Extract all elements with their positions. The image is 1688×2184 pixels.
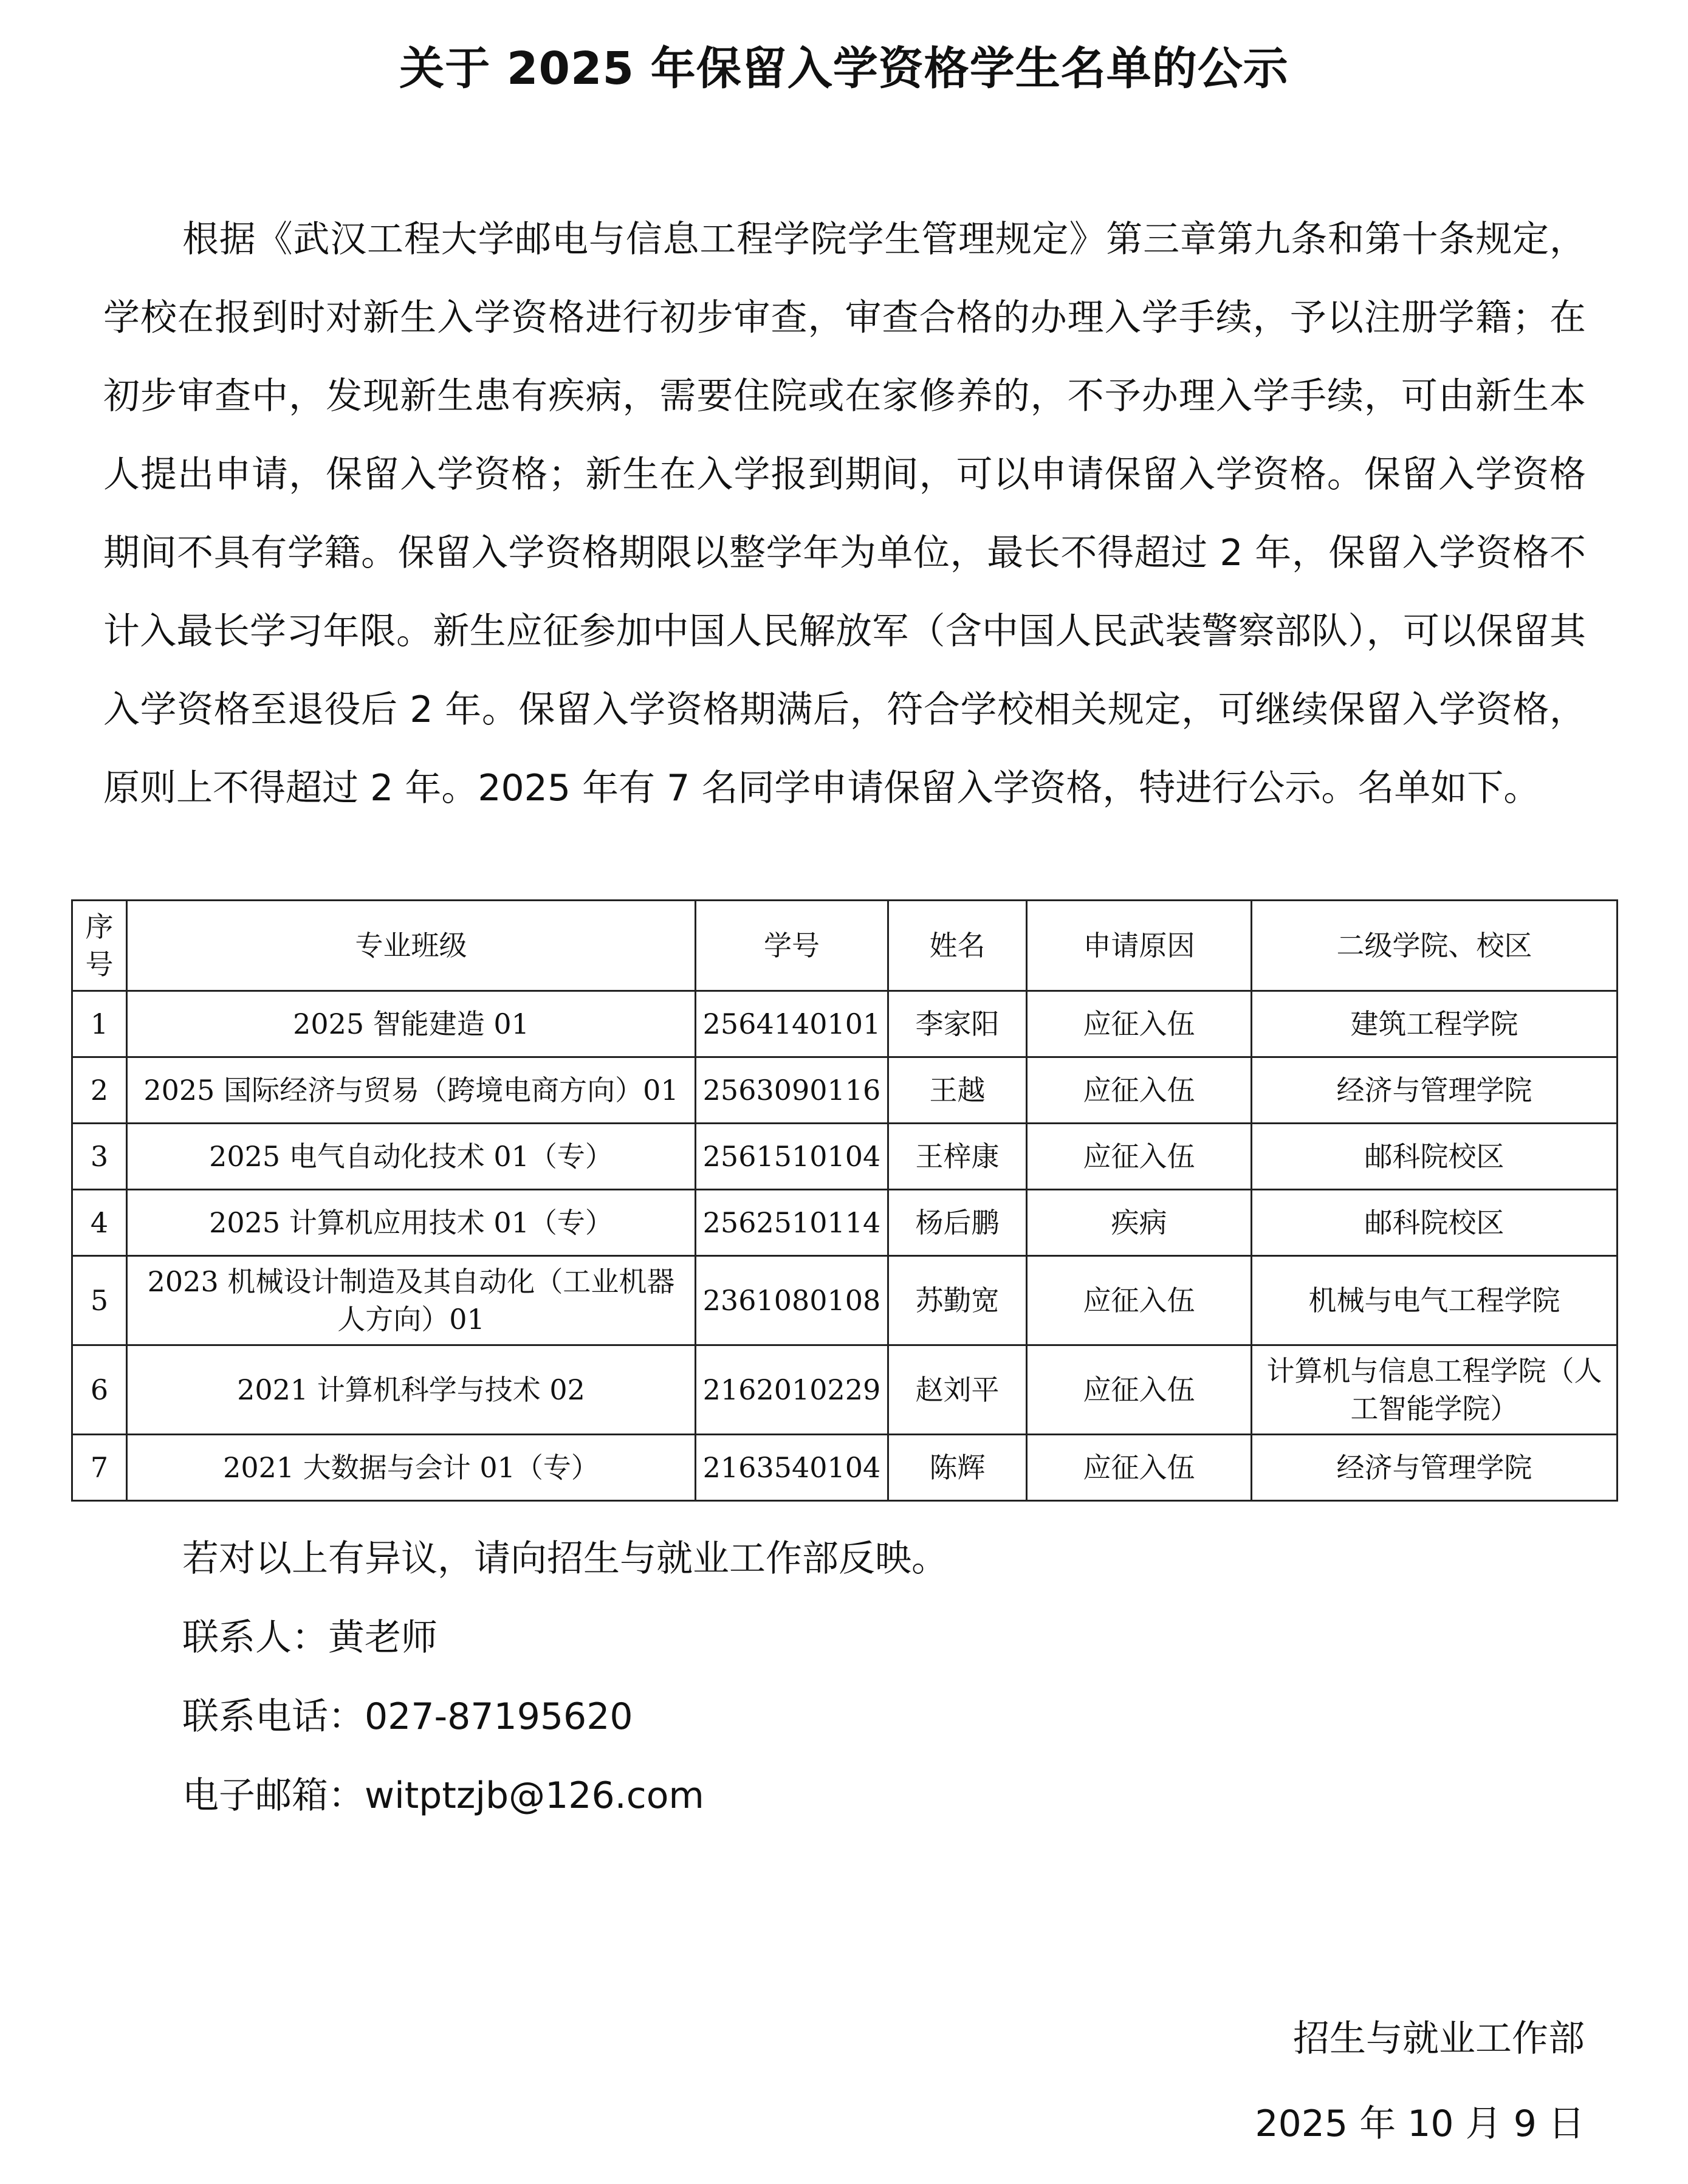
body-paragraph: 根据《武汉工程大学邮电与信息工程学院学生管理规定》第三章第九条和第十条规定，学校在报到时对新生入学资格进行初步审查，审查合格的办理入学手续，予以注册学籍；在初步审查中，发现新生患有疾病，需要住院或在家修养的，不予办理入学手续，可由新生本人提出申请，保留入学资格；新生在入学报到期间，可以申请保留入学资格。保留入学资格期间不具有学籍。保留入学资格期限以整学年为单位，最长不得超过 2 年，保留入学资格不计入最长学习年限。新生应征参加中国人民解放军（含中国人民武装警察部队），可以保留其入学资格至退役后 2 年。保留入学资格期满后，符合学校相关规定，可继续保留入学资格，原则上不得超过 2 年。2025 年有 7 名同学申请保留入学资格，特进行公示。名单如下。 — [103, 218, 1586, 809]
signature-date: 2025 年 10 月 9 日 — [1255, 2103, 1585, 2145]
objection-notice: 若对以上有异议，请向招生与就业工作部反映。 — [182, 1537, 948, 1580]
cell-no: 5 — [72, 1256, 127, 1345]
cell-college: 计算机与信息工程学院（人工智能学院） — [1252, 1345, 1618, 1435]
cell-student-id: 2564140101 — [696, 991, 888, 1057]
header-name: 姓名 — [888, 901, 1027, 991]
cell-reason: 应征入伍 — [1027, 1345, 1252, 1435]
cell-class: 2025 智能建造 01 — [127, 991, 696, 1057]
cell-student-id: 2162010229 — [696, 1345, 888, 1435]
contact-email: 电子邮箱：witptzjb@126.com — [182, 1774, 704, 1817]
cell-class: 2021 计算机科学与技术 02 — [127, 1345, 696, 1435]
cell-no: 7 — [72, 1435, 127, 1501]
cell-reason: 应征入伍 — [1027, 1435, 1252, 1501]
header-no-line1: 序 — [85, 910, 114, 943]
cell-no: 2 — [72, 1057, 127, 1124]
cell-name: 陈辉 — [888, 1435, 1027, 1501]
cell-name: 杨后鹏 — [888, 1190, 1027, 1256]
cell-student-id: 2361080108 — [696, 1256, 888, 1345]
cell-name: 苏勤宽 — [888, 1256, 1027, 1345]
signature-department: 招生与就业工作部 — [1293, 2017, 1585, 2060]
cell-class: 2025 计算机应用技术 01（专） — [127, 1190, 696, 1256]
cell-name: 李家阳 — [888, 991, 1027, 1057]
header-no-line2: 号 — [85, 948, 114, 981]
cell-college: 机械与电气工程学院 — [1252, 1256, 1618, 1345]
student-roster-table — [71, 899, 1618, 1502]
cell-no: 1 — [72, 991, 127, 1057]
table-row — [72, 991, 1618, 1057]
cell-name: 王梓康 — [888, 1124, 1027, 1190]
header-student-id: 学号 — [696, 901, 888, 991]
cell-reason: 应征入伍 — [1027, 1124, 1252, 1190]
header-no — [72, 901, 127, 991]
header-class: 专业班级 — [127, 901, 696, 991]
cell-no: 4 — [72, 1190, 127, 1256]
table-row — [72, 1345, 1618, 1435]
cell-reason: 应征入伍 — [1027, 1256, 1252, 1345]
cell-college: 邮科院校区 — [1252, 1190, 1618, 1256]
cell-class: 2021 大数据与会计 01（专） — [127, 1435, 696, 1501]
cell-student-id: 2562510114 — [696, 1190, 888, 1256]
table-row — [72, 1256, 1618, 1345]
table-row — [72, 1435, 1618, 1501]
cell-reason: 应征入伍 — [1027, 991, 1252, 1057]
table-header-row — [72, 901, 1618, 991]
cell-no: 6 — [72, 1345, 127, 1435]
table-row — [72, 1190, 1618, 1256]
cell-class: 2025 电气自动化技术 01（专） — [127, 1124, 696, 1190]
cell-class: 2023 机械设计制造及其自动化（工业机器人方向）01 — [127, 1256, 696, 1345]
cell-college: 经济与管理学院 — [1252, 1057, 1618, 1124]
cell-college: 建筑工程学院 — [1252, 991, 1618, 1057]
contact-phone: 联系电话：027-87195620 — [182, 1695, 633, 1738]
cell-college: 邮科院校区 — [1252, 1124, 1618, 1190]
cell-student-id: 2563090116 — [696, 1057, 888, 1124]
header-reason: 申请原因 — [1027, 901, 1252, 991]
header-college: 二级学院、校区 — [1252, 901, 1618, 991]
page-title: 关于 2025 年保留入学资格学生名单的公示 — [399, 43, 1289, 95]
cell-reason: 应征入伍 — [1027, 1057, 1252, 1124]
table-row — [72, 1057, 1618, 1124]
cell-name: 王越 — [888, 1057, 1027, 1124]
cell-class: 2025 国际经济与贸易（跨境电商方向）01 — [127, 1057, 696, 1124]
contact-person: 联系人：黄老师 — [182, 1616, 437, 1659]
cell-name: 赵刘平 — [888, 1345, 1027, 1435]
cell-no: 3 — [72, 1124, 127, 1190]
table-row — [72, 1124, 1618, 1190]
cell-student-id: 2561510104 — [696, 1124, 888, 1190]
cell-student-id: 2163540104 — [696, 1435, 888, 1501]
cell-college: 经济与管理学院 — [1252, 1435, 1618, 1501]
cell-reason: 疾病 — [1027, 1190, 1252, 1256]
